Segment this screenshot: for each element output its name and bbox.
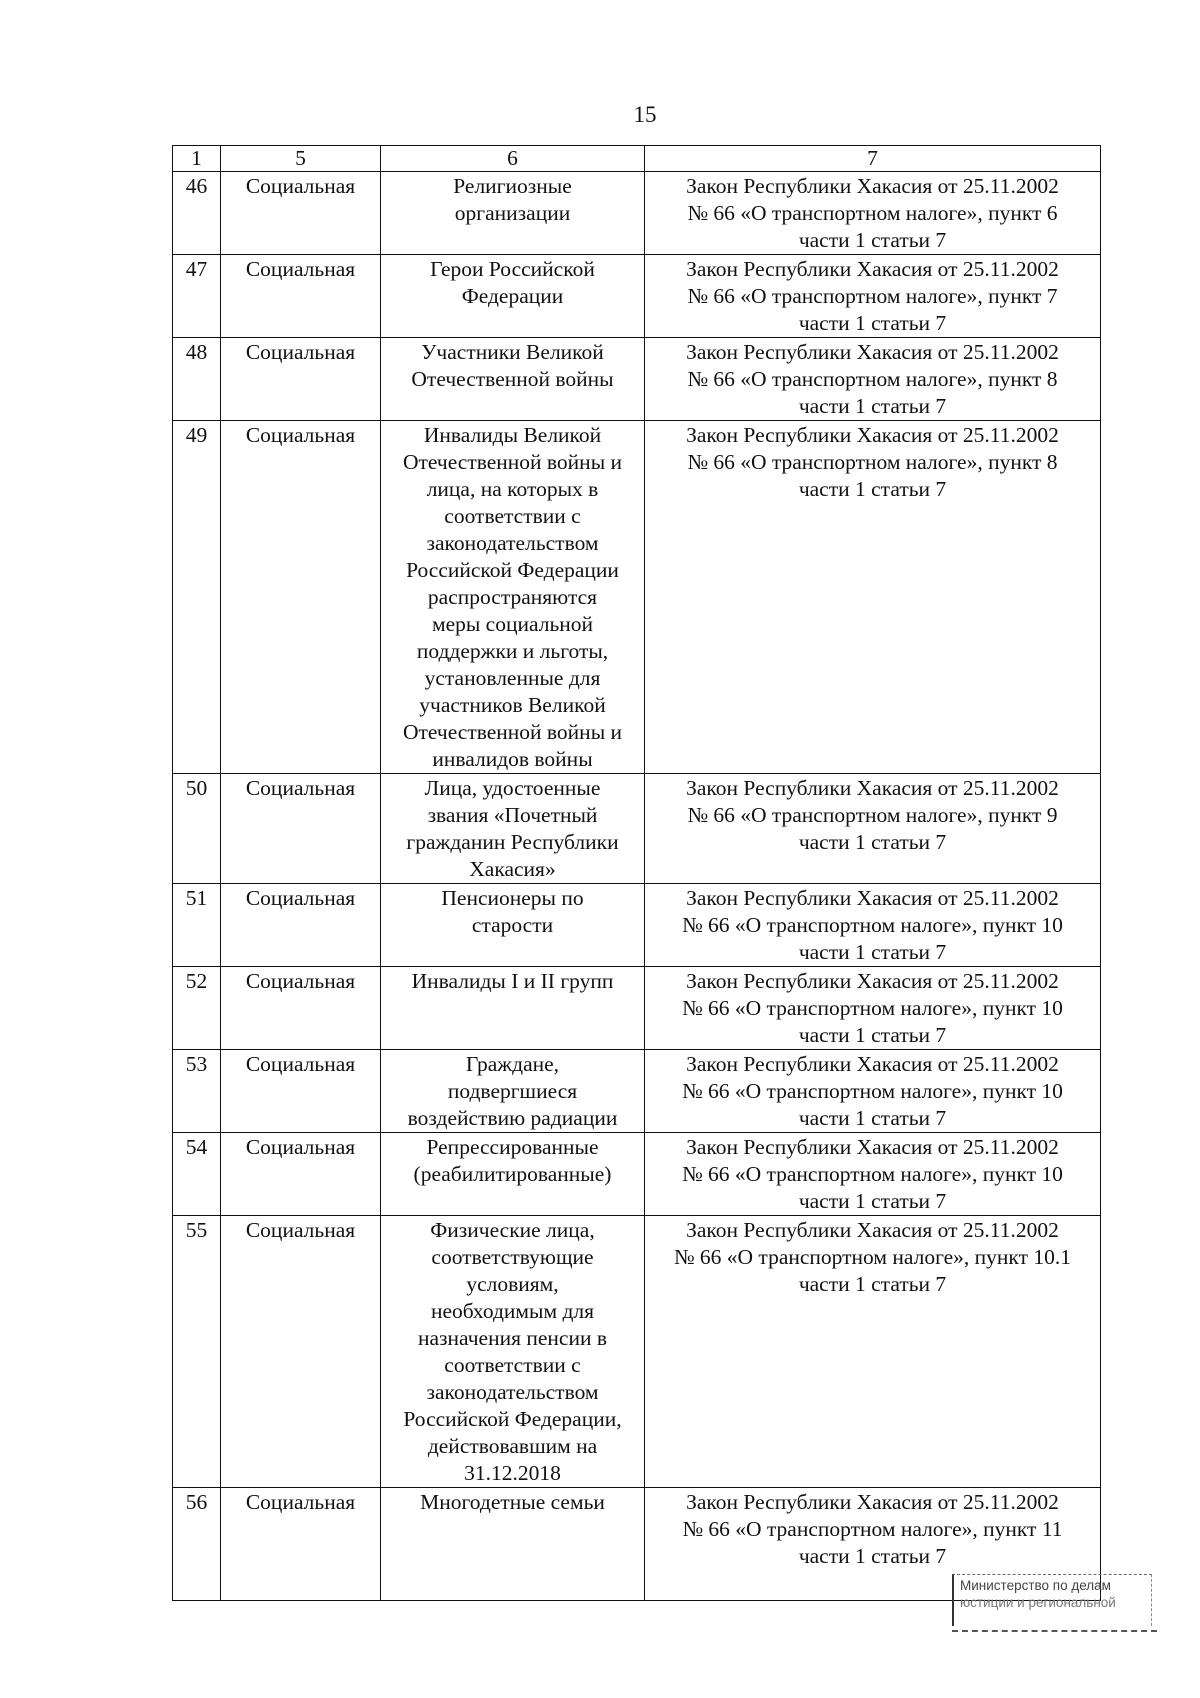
benefit-type-cell: Социальная bbox=[221, 1216, 381, 1488]
category-line: Федерации bbox=[461, 284, 564, 308]
category-line: Отечественной войны и bbox=[402, 450, 623, 474]
stamp-line-2: юстиции и региональной bbox=[960, 1595, 1116, 1610]
row-number-cell: 50 bbox=[173, 774, 221, 884]
law-line: Закон Республики Хакасия от 25.11.2002 bbox=[686, 174, 1059, 198]
header-col-7: 7 bbox=[645, 146, 1101, 172]
page-number: 15 bbox=[633, 102, 657, 127]
row-number-cell: 56 bbox=[173, 1488, 221, 1601]
law-line: части 1 статьи 7 bbox=[798, 477, 947, 501]
category-line: необходимым для bbox=[430, 1299, 594, 1323]
table-row bbox=[173, 1050, 1101, 1133]
benefit-type-cell: Социальная bbox=[221, 421, 381, 774]
legal-basis-cell bbox=[645, 338, 1101, 421]
table-row bbox=[173, 967, 1101, 1050]
law-line: Закон Республики Хакасия от 25.11.2002 bbox=[686, 423, 1059, 447]
category-line: Российской Федерации bbox=[406, 558, 619, 582]
category-line: лица, на которых в bbox=[426, 477, 599, 501]
benefit-type-cell: Социальная bbox=[221, 338, 381, 421]
law-line: № 66 «О транспортном налоге», пункт 10 bbox=[682, 913, 1063, 937]
benefit-type-cell: Социальная bbox=[221, 774, 381, 884]
category-line: Пенсионеры по bbox=[441, 886, 584, 910]
legal-basis-cell bbox=[645, 1216, 1101, 1488]
taxpayer-category-cell bbox=[381, 1216, 645, 1488]
law-line: части 1 статьи 7 bbox=[798, 311, 947, 335]
category-line: распространяются bbox=[427, 585, 598, 609]
law-line: Закон Республики Хакасия от 25.11.2002 bbox=[686, 1218, 1059, 1242]
legal-basis-cell bbox=[645, 255, 1101, 338]
table-row bbox=[173, 255, 1101, 338]
category-line: инвалидов войны bbox=[432, 747, 593, 771]
law-line: части 1 статьи 7 bbox=[798, 228, 947, 252]
taxpayer-category-cell bbox=[381, 1050, 645, 1133]
category-line: Отечественной войны и bbox=[402, 720, 623, 744]
category-line: Физические лица, bbox=[430, 1218, 595, 1242]
law-line: части 1 статьи 7 bbox=[798, 1189, 947, 1213]
legal-basis-cell bbox=[645, 967, 1101, 1050]
taxpayer-category-cell bbox=[381, 884, 645, 967]
benefit-type-cell: Социальная bbox=[221, 1133, 381, 1216]
category-line: соответствии с bbox=[444, 504, 581, 528]
law-line: Закон Республики Хакасия от 25.11.2002 bbox=[686, 886, 1059, 910]
law-line: части 1 статьи 7 bbox=[798, 1272, 947, 1296]
category-line: старости bbox=[471, 913, 554, 937]
legal-basis-cell bbox=[645, 1050, 1101, 1133]
benefit-type-cell: Социальная bbox=[221, 255, 381, 338]
row-number-cell: 47 bbox=[173, 255, 221, 338]
category-line: звания «Почетный bbox=[427, 803, 598, 827]
header-col-5: 5 bbox=[221, 146, 381, 172]
law-line: Закон Республики Хакасия от 25.11.2002 bbox=[686, 257, 1059, 281]
category-line: Участники Великой bbox=[421, 340, 604, 364]
category-line: меры социальной bbox=[431, 612, 594, 636]
category-line: назначения пенсии в bbox=[418, 1326, 607, 1350]
law-line: Закон Республики Хакасия от 25.11.2002 bbox=[686, 969, 1059, 993]
header-col-6: 6 bbox=[381, 146, 645, 172]
category-line: законодательством bbox=[426, 1380, 599, 1404]
category-line: Многодетные семьи bbox=[420, 1490, 605, 1514]
legal-basis-cell bbox=[645, 421, 1101, 774]
law-line: № 66 «О транспортном налоге», пункт 7 bbox=[687, 284, 1058, 308]
category-line: участников Великой bbox=[419, 693, 606, 717]
category-line: Инвалиды I и II групп bbox=[411, 969, 614, 993]
category-line: законодательством bbox=[426, 531, 599, 555]
category-line: Граждане, bbox=[465, 1052, 560, 1076]
law-line: Закон Республики Хакасия от 25.11.2002 bbox=[686, 340, 1059, 364]
law-line: № 66 «О транспортном налоге», пункт 8 bbox=[687, 450, 1058, 474]
benefits-table bbox=[172, 145, 1101, 1601]
category-line: Отечественной войны bbox=[411, 367, 614, 391]
law-line: части 1 статьи 7 bbox=[798, 830, 947, 854]
table-row bbox=[173, 884, 1101, 967]
taxpayer-category-cell bbox=[381, 421, 645, 774]
table-row bbox=[173, 172, 1101, 255]
benefit-type-cell: Социальная bbox=[221, 1050, 381, 1133]
law-line: № 66 «О транспортном налоге», пункт 10.1 bbox=[674, 1245, 1071, 1269]
law-line: Закон Республики Хакасия от 25.11.2002 bbox=[686, 776, 1059, 800]
category-line: гражданин Республики bbox=[406, 830, 619, 854]
category-line: Религиозные bbox=[453, 174, 572, 198]
law-line: части 1 статьи 7 bbox=[798, 1544, 947, 1568]
stamp-underline bbox=[952, 1630, 1157, 1632]
category-line: Герои Российской bbox=[430, 257, 595, 281]
row-number-cell: 51 bbox=[173, 884, 221, 967]
taxpayer-category-cell bbox=[381, 774, 645, 884]
category-line: организации bbox=[454, 201, 571, 225]
law-line: № 66 «О транспортном налоге», пункт 10 bbox=[682, 1162, 1063, 1186]
benefit-type-cell: Социальная bbox=[221, 967, 381, 1050]
law-line: № 66 «О транспортном налоге», пункт 11 bbox=[682, 1517, 1063, 1541]
benefit-type-cell: Социальная bbox=[221, 884, 381, 967]
table-row bbox=[173, 1133, 1101, 1216]
row-number-cell: 48 bbox=[173, 338, 221, 421]
category-line: Хакасия» bbox=[469, 857, 556, 881]
row-number-cell: 49 bbox=[173, 421, 221, 774]
category-line: Российской Федерации, bbox=[403, 1407, 622, 1431]
category-line: воздействию радиации bbox=[407, 1106, 618, 1130]
table-body bbox=[173, 146, 1101, 1601]
row-number-cell: 53 bbox=[173, 1050, 221, 1133]
category-line: 31.12.2018 bbox=[464, 1461, 561, 1485]
row-number-cell: 52 bbox=[173, 967, 221, 1050]
law-line: № 66 «О транспортном налоге», пункт 8 bbox=[687, 367, 1058, 391]
law-line: Закон Республики Хакасия от 25.11.2002 bbox=[686, 1135, 1059, 1159]
table-row bbox=[173, 1216, 1101, 1488]
row-number-cell: 55 bbox=[173, 1216, 221, 1488]
legal-basis-cell bbox=[645, 1133, 1101, 1216]
law-line: части 1 статьи 7 bbox=[798, 1106, 947, 1130]
row-number-cell: 46 bbox=[173, 172, 221, 255]
law-line: части 1 статьи 7 bbox=[798, 394, 947, 418]
ministry-stamp bbox=[952, 1574, 1152, 1626]
law-line: № 66 «О транспортном налоге», пункт 6 bbox=[687, 201, 1058, 225]
benefit-type-cell: Социальная bbox=[221, 172, 381, 255]
category-line: поддержки и льготы, bbox=[416, 639, 609, 663]
benefit-type-cell: Социальная bbox=[221, 1488, 381, 1601]
taxpayer-category-cell bbox=[381, 255, 645, 338]
taxpayer-category-cell bbox=[381, 1133, 645, 1216]
category-line: Репрессированные bbox=[426, 1135, 599, 1159]
category-line: соответствии с bbox=[444, 1353, 581, 1377]
category-line: Лица, удостоенные bbox=[424, 776, 601, 800]
category-line: подвергшиеся bbox=[447, 1079, 578, 1103]
category-line: действовавшим на bbox=[427, 1434, 598, 1458]
category-line: условиям, bbox=[466, 1272, 559, 1296]
table-header-row bbox=[173, 146, 1101, 172]
taxpayer-category-cell bbox=[381, 338, 645, 421]
stamp-line-1: Министерство по делам bbox=[960, 1578, 1111, 1593]
category-line: Инвалиды Великой bbox=[423, 423, 602, 447]
law-line: Закон Республики Хакасия от 25.11.2002 bbox=[686, 1052, 1059, 1076]
taxpayer-category-cell bbox=[381, 172, 645, 255]
row-number-cell: 54 bbox=[173, 1133, 221, 1216]
law-line: № 66 «О транспортном налоге», пункт 9 bbox=[687, 803, 1058, 827]
category-line: (реабилитированные) bbox=[413, 1162, 612, 1186]
law-line: № 66 «О транспортном налоге», пункт 10 bbox=[682, 996, 1063, 1020]
legal-basis-cell bbox=[645, 172, 1101, 255]
law-line: части 1 статьи 7 bbox=[798, 1023, 947, 1047]
category-line: установленные для bbox=[424, 666, 601, 690]
header-col-1: 1 bbox=[173, 146, 221, 172]
law-line: № 66 «О транспортном налоге», пункт 10 bbox=[682, 1079, 1063, 1103]
table-row bbox=[173, 774, 1101, 884]
taxpayer-category-cell bbox=[381, 967, 645, 1050]
legal-basis-cell bbox=[645, 884, 1101, 967]
category-line: соответствующие bbox=[431, 1245, 594, 1269]
table-row bbox=[173, 338, 1101, 421]
law-line: части 1 статьи 7 bbox=[798, 940, 947, 964]
taxpayer-category-cell bbox=[381, 1488, 645, 1601]
law-line: Закон Республики Хакасия от 25.11.2002 bbox=[686, 1490, 1059, 1514]
table-row bbox=[173, 421, 1101, 774]
legal-basis-cell bbox=[645, 774, 1101, 884]
